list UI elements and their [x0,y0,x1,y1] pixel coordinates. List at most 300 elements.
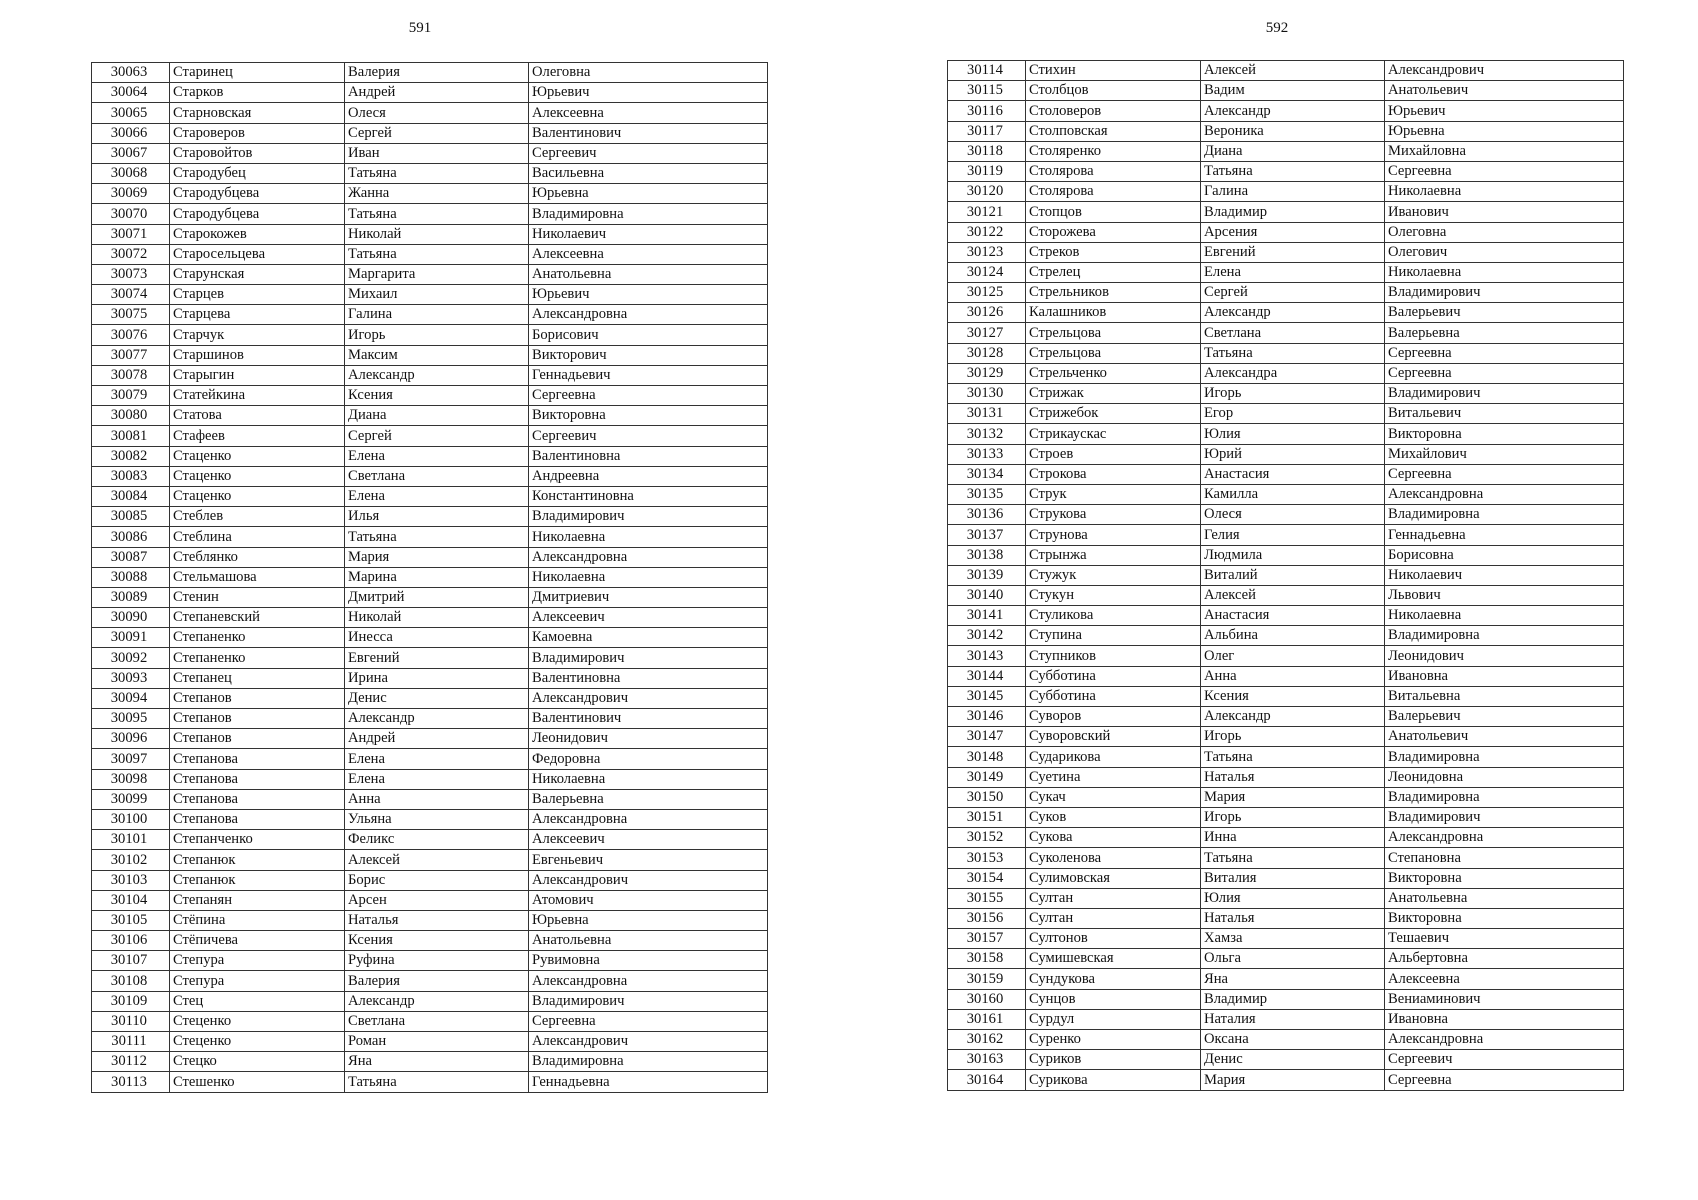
record-number-cell: 30118 [948,141,1026,161]
record-number-cell: 30100 [92,809,170,829]
record-number-cell: 30088 [92,567,170,587]
patronymic-cell: Дмитриевич [529,587,768,607]
last-name-cell: Стеценко [170,1032,345,1052]
first-name-cell: Яна [345,1052,529,1072]
record-number-cell: 30077 [92,345,170,365]
last-name-cell: Стародубец [170,163,345,183]
table-row [92,830,768,850]
last-name-cell: Сукач [1026,787,1201,807]
table-row [92,527,768,547]
first-name-cell: Ирина [345,668,529,688]
first-name-cell: Инесса [345,628,529,648]
last-name-cell: Стафеев [170,426,345,446]
record-number-cell: 30160 [948,989,1026,1009]
record-number-cell: 30091 [92,628,170,648]
last-name-cell: Субботина [1026,666,1201,686]
table-row [92,163,768,183]
patronymic-cell: Атомович [529,890,768,910]
patronymic-cell: Валентинович [529,709,768,729]
record-number-cell: 30105 [92,910,170,930]
first-name-cell: Алексей [1201,61,1385,81]
last-name-cell: Старцева [170,305,345,325]
first-name-cell: Галина [345,305,529,325]
record-number-cell: 30154 [948,868,1026,888]
first-name-cell: Валерия [345,971,529,991]
patronymic-cell: Геннадьевич [529,365,768,385]
patronymic-cell: Владимирович [1385,283,1624,303]
record-number-cell: 30114 [948,61,1026,81]
last-name-cell: Сулимовская [1026,868,1201,888]
table-row [92,264,768,284]
table-row [948,666,1624,686]
patronymic-cell: Алексеевич [529,608,768,628]
record-number-cell: 30143 [948,646,1026,666]
first-name-cell: Илья [345,507,529,527]
first-name-cell: Анастасия [1201,606,1385,626]
record-number-cell: 30157 [948,929,1026,949]
record-number-cell: 30134 [948,464,1026,484]
patronymic-cell: Геннадьевна [529,1072,768,1092]
first-name-cell: Максим [345,345,529,365]
patronymic-cell: Сергеевна [529,1011,768,1031]
first-name-cell: Николай [345,608,529,628]
patronymic-cell: Николаевна [529,769,768,789]
first-name-cell: Алексей [1201,585,1385,605]
record-number-cell: 30078 [92,365,170,385]
table-row [92,1052,768,1072]
record-number-cell: 30161 [948,1009,1026,1029]
first-name-cell: Анна [1201,666,1385,686]
first-name-cell: Игорь [1201,727,1385,747]
patronymic-cell: Александрович [529,688,768,708]
last-name-cell: Стужук [1026,565,1201,585]
first-name-cell: Олеся [345,103,529,123]
patronymic-cell: Владимировна [1385,626,1624,646]
first-name-cell: Яна [1201,969,1385,989]
table-row [948,807,1624,827]
table-row [92,285,768,305]
last-name-cell: Стеблина [170,527,345,547]
table-row [948,1009,1624,1029]
record-number-cell: 30070 [92,204,170,224]
record-number-cell: 30099 [92,789,170,809]
page-number-right: 592 [1265,20,1289,36]
first-name-cell: Маргарита [345,264,529,284]
record-number-cell: 30137 [948,525,1026,545]
table-row [92,123,768,143]
patronymic-cell: Сергеевна [1385,161,1624,181]
table-row [948,686,1624,706]
table-row [92,890,768,910]
last-name-cell: Степанова [170,789,345,809]
patronymic-cell: Валерьевна [1385,323,1624,343]
record-number-cell: 30076 [92,325,170,345]
record-number-cell: 30068 [92,163,170,183]
last-name-cell: Стрельченко [1026,363,1201,383]
table-row [948,384,1624,404]
patronymic-cell: Сергеевич [529,143,768,163]
first-name-cell: Галина [1201,182,1385,202]
patronymic-cell: Сергеевна [1385,1070,1624,1090]
table-row [948,1030,1624,1050]
record-number-cell: 30063 [92,63,170,83]
first-name-cell: Татьяна [1201,161,1385,181]
patronymic-cell: Александровна [529,809,768,829]
record-number-cell: 30113 [92,1072,170,1092]
table-row [948,121,1624,141]
patronymic-cell: Альбертовна [1385,949,1624,969]
patronymic-cell: Сергеевна [1385,464,1624,484]
record-number-cell: 30082 [92,446,170,466]
last-name-cell: Степанюк [170,850,345,870]
table-row [92,587,768,607]
first-name-cell: Инна [1201,828,1385,848]
first-name-cell: Татьяна [345,244,529,264]
first-name-cell: Ольга [1201,949,1385,969]
first-name-cell: Наталья [1201,908,1385,928]
table-row [92,870,768,890]
patronymic-cell: Анатольевна [529,931,768,951]
first-name-cell: Наталья [1201,767,1385,787]
table-row [948,101,1624,121]
record-number-cell: 30119 [948,161,1026,181]
table-row [92,345,768,365]
first-name-cell: Светлана [345,466,529,486]
table-row [948,727,1624,747]
first-name-cell: Оксана [1201,1030,1385,1050]
record-number-cell: 30085 [92,507,170,527]
patronymic-cell: Сергеевич [1385,1050,1624,1070]
patronymic-cell: Степановна [1385,848,1624,868]
record-number-cell: 30155 [948,888,1026,908]
record-number-cell: 30146 [948,707,1026,727]
table-row [948,1070,1624,1090]
table-row [948,545,1624,565]
patronymic-cell: Львович [1385,585,1624,605]
record-number-cell: 30150 [948,787,1026,807]
last-name-cell: Стенин [170,587,345,607]
table-row [948,424,1624,444]
first-name-cell: Игорь [345,325,529,345]
last-name-cell: Степаневский [170,608,345,628]
last-name-cell: Степанец [170,668,345,688]
patronymic-cell: Николаевич [529,224,768,244]
table-row [948,464,1624,484]
table-row [948,484,1624,504]
record-number-cell: 30164 [948,1070,1026,1090]
first-name-cell: Камилла [1201,484,1385,504]
record-number-cell: 30140 [948,585,1026,605]
patronymic-cell: Юрьевич [529,83,768,103]
table-row [92,648,768,668]
record-number-cell: 30075 [92,305,170,325]
first-name-cell: Юлия [1201,424,1385,444]
patronymic-cell: Владимировна [1385,505,1624,525]
last-name-cell: Стеценко [170,1011,345,1031]
record-number-cell: 30116 [948,101,1026,121]
table-row [92,386,768,406]
table-row [92,769,768,789]
first-name-cell: Юрий [1201,444,1385,464]
table-row [92,426,768,446]
last-name-cell: Старокожев [170,224,345,244]
last-name-cell: Стрельников [1026,283,1201,303]
patronymic-cell: Тешаевич [1385,929,1624,949]
table-row [948,242,1624,262]
last-name-cell: Стёпина [170,910,345,930]
record-number-cell: 30156 [948,908,1026,928]
record-number-cell: 30112 [92,1052,170,1072]
first-name-cell: Николай [345,224,529,244]
last-name-cell: Сунцов [1026,989,1201,1009]
table-row [948,404,1624,424]
first-name-cell: Дмитрий [345,587,529,607]
first-name-cell: Олеся [1201,505,1385,525]
table-row [948,141,1624,161]
first-name-cell: Александра [1201,363,1385,383]
first-name-cell: Ксения [345,931,529,951]
patronymic-cell: Леонидович [1385,646,1624,666]
record-number-cell: 30108 [92,971,170,991]
table-row [948,303,1624,323]
record-number-cell: 30144 [948,666,1026,686]
first-name-cell: Владимир [1201,989,1385,1009]
record-number-cell: 30072 [92,244,170,264]
patronymic-cell: Анатольевич [1385,81,1624,101]
first-name-cell: Александр [345,709,529,729]
record-number-cell: 30066 [92,123,170,143]
last-name-cell: Сударикова [1026,747,1201,767]
patronymic-cell: Андреевна [529,466,768,486]
table-row [948,525,1624,545]
patronymic-cell: Владимирович [1385,384,1624,404]
record-number-cell: 30135 [948,484,1026,504]
last-name-cell: Строев [1026,444,1201,464]
record-number-cell: 30089 [92,587,170,607]
last-name-cell: Старков [170,83,345,103]
last-name-cell: Стеблев [170,507,345,527]
table-row [92,224,768,244]
last-name-cell: Стаценко [170,466,345,486]
record-number-cell: 30125 [948,283,1026,303]
table-row [948,767,1624,787]
last-name-cell: Столяренко [1026,141,1201,161]
first-name-cell: Ульяна [345,809,529,829]
table-row [92,103,768,123]
patronymic-cell: Валентиновна [529,668,768,688]
first-name-cell: Олег [1201,646,1385,666]
first-name-cell: Денис [345,688,529,708]
last-name-cell: Стеблянко [170,547,345,567]
record-number-cell: 30069 [92,184,170,204]
table-row [948,182,1624,202]
record-number-cell: 30136 [948,505,1026,525]
last-name-cell: Калашников [1026,303,1201,323]
record-number-cell: 30138 [948,545,1026,565]
last-name-cell: Стреков [1026,242,1201,262]
table-row [948,626,1624,646]
patronymic-cell: Валентиновна [529,446,768,466]
first-name-cell: Арсения [1201,222,1385,242]
first-name-cell: Мария [345,547,529,567]
record-number-cell: 30121 [948,202,1026,222]
patronymic-cell: Михайловна [1385,141,1624,161]
record-number-cell: 30087 [92,547,170,567]
last-name-cell: Стаценко [170,486,345,506]
last-name-cell: Степанов [170,709,345,729]
patronymic-cell: Сергеевна [1385,343,1624,363]
last-name-cell: Суков [1026,807,1201,827]
patronymic-cell: Николаевна [1385,606,1624,626]
table-row [948,868,1624,888]
table-row [948,363,1624,383]
first-name-cell: Марина [345,567,529,587]
first-name-cell: Борис [345,870,529,890]
table-row [92,244,768,264]
last-name-cell: Суренко [1026,1030,1201,1050]
table-row [92,63,768,83]
table-row [92,143,768,163]
patronymic-cell: Камоевна [529,628,768,648]
record-number-cell: 30065 [92,103,170,123]
first-name-cell: Мария [1201,1070,1385,1090]
patronymic-cell: Николаевна [1385,262,1624,282]
table-row [948,81,1624,101]
table-row [92,668,768,688]
last-name-cell: Степура [170,951,345,971]
record-number-cell: 30093 [92,668,170,688]
record-number-cell: 30102 [92,850,170,870]
last-name-cell: Степаненко [170,648,345,668]
last-name-cell: Стрелец [1026,262,1201,282]
patronymic-cell: Олеговна [1385,222,1624,242]
first-name-cell: Ксения [1201,686,1385,706]
roster-table-left [91,62,768,1093]
last-name-cell: Стаценко [170,446,345,466]
patronymic-cell: Ивановна [1385,1009,1624,1029]
table-row [948,222,1624,242]
table-row [92,466,768,486]
last-name-cell: Старунская [170,264,345,284]
patronymic-cell: Александрович [529,1032,768,1052]
patronymic-cell: Александровна [1385,484,1624,504]
first-name-cell: Татьяна [345,204,529,224]
last-name-cell: Столярова [1026,182,1201,202]
patronymic-cell: Алексеевич [529,830,768,850]
record-number-cell: 30074 [92,285,170,305]
patronymic-cell: Александрович [529,870,768,890]
last-name-cell: Старовойтов [170,143,345,163]
last-name-cell: Струк [1026,484,1201,504]
patronymic-cell: Валерьевна [529,789,768,809]
patronymic-cell: Алексеевна [529,103,768,123]
last-name-cell: Сукова [1026,828,1201,848]
last-name-cell: Суколенова [1026,848,1201,868]
record-number-cell: 30095 [92,709,170,729]
first-name-cell: Вероника [1201,121,1385,141]
last-name-cell: Старновская [170,103,345,123]
last-name-cell: Стец [170,991,345,1011]
last-name-cell: Ступников [1026,646,1201,666]
table-row [92,628,768,648]
first-name-cell: Наталья [345,910,529,930]
table-row [92,749,768,769]
table-row [92,688,768,708]
last-name-cell: Старыгин [170,365,345,385]
last-name-cell: Степанова [170,749,345,769]
table-row [92,709,768,729]
first-name-cell: Сергей [345,123,529,143]
table-row [948,585,1624,605]
last-name-cell: Степанян [170,890,345,910]
first-name-cell: Денис [1201,1050,1385,1070]
first-name-cell: Елена [1201,262,1385,282]
record-number-cell: 30073 [92,264,170,284]
patronymic-cell: Валерьевич [1385,707,1624,727]
record-number-cell: 30130 [948,384,1026,404]
first-name-cell: Виталий [1201,565,1385,585]
first-name-cell: Вадим [1201,81,1385,101]
last-name-cell: Сторожева [1026,222,1201,242]
record-number-cell: 30086 [92,527,170,547]
patronymic-cell: Валентинович [529,123,768,143]
patronymic-cell: Юрьевна [529,184,768,204]
first-name-cell: Светлана [1201,323,1385,343]
record-number-cell: 30141 [948,606,1026,626]
first-name-cell: Гелия [1201,525,1385,545]
first-name-cell: Валерия [345,63,529,83]
record-number-cell: 30081 [92,426,170,446]
record-number-cell: 30115 [948,81,1026,101]
table-row [948,565,1624,585]
patronymic-cell: Анатольевна [529,264,768,284]
patronymic-cell: Вениаминович [1385,989,1624,1009]
first-name-cell: Александр [1201,707,1385,727]
record-number-cell: 30103 [92,870,170,890]
record-number-cell: 30109 [92,991,170,1011]
table-row [948,323,1624,343]
record-number-cell: 30097 [92,749,170,769]
first-name-cell: Алексей [345,850,529,870]
last-name-cell: Султонов [1026,929,1201,949]
table-row [92,1072,768,1092]
record-number-cell: 30067 [92,143,170,163]
table-row [92,406,768,426]
first-name-cell: Владимир [1201,202,1385,222]
patronymic-cell: Алексеевна [1385,969,1624,989]
record-number-cell: 30132 [948,424,1026,444]
table-row [92,547,768,567]
patronymic-cell: Владимировна [529,204,768,224]
last-name-cell: Стёпичева [170,931,345,951]
first-name-cell: Евгений [345,648,529,668]
record-number-cell: 30129 [948,363,1026,383]
first-name-cell: Андрей [345,729,529,749]
first-name-cell: Татьяна [1201,747,1385,767]
last-name-cell: Статейкина [170,386,345,406]
record-number-cell: 30162 [948,1030,1026,1050]
last-name-cell: Суетина [1026,767,1201,787]
table-row [948,908,1624,928]
last-name-cell: Стародубцева [170,204,345,224]
last-name-cell: Степаненко [170,628,345,648]
table-row [948,646,1624,666]
first-name-cell: Жанна [345,184,529,204]
first-name-cell: Наталия [1201,1009,1385,1029]
record-number-cell: 30126 [948,303,1026,323]
table-row [92,365,768,385]
record-number-cell: 30101 [92,830,170,850]
